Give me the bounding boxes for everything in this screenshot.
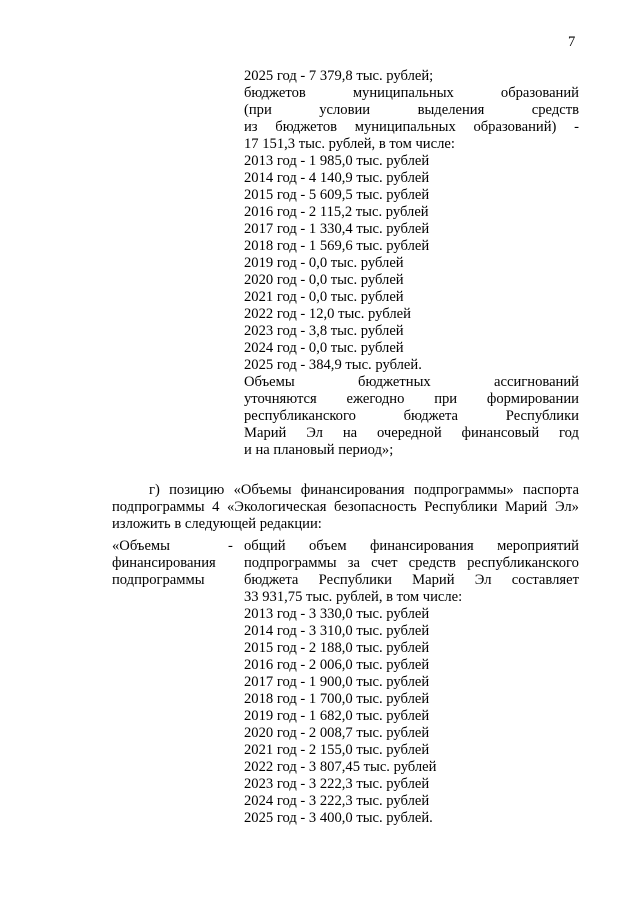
municipal-budgets-line	[244, 85, 579, 102]
word: муниципальных	[354, 119, 456, 135]
word: формировании	[486, 391, 579, 407]
word: образований)	[473, 119, 557, 135]
dash-text: -	[228, 538, 233, 554]
word: бюджета	[244, 572, 299, 588]
year-amount-line: 2019 год - 0,0 тыс. рублей	[244, 255, 404, 271]
word: за	[347, 555, 360, 571]
allocation-note-last-line: и на плановый период»;	[244, 442, 394, 458]
word: Республики	[424, 499, 498, 515]
word: счет	[371, 555, 398, 571]
word: условии	[319, 102, 371, 118]
year-amount-line: 2016 год - 2 115,2 тыс. рублей	[244, 204, 429, 220]
amendment-paragraph	[112, 482, 579, 533]
label-line-1: «Объемы	[112, 538, 170, 554]
label-line-2: финансирования	[112, 555, 216, 571]
justified-line	[244, 572, 579, 589]
word: «Объемы	[233, 482, 292, 498]
paragraph-line-2	[112, 499, 579, 516]
year-amount-line: 2025 год - 3 400,0 тыс. рублей.	[244, 810, 433, 826]
year-amount-line: 2021 год - 2 155,0 тыс. рублей	[244, 742, 430, 758]
from-budgets-line	[244, 119, 579, 136]
year-amount-line: 2023 год - 3,8 тыс. рублей	[244, 323, 404, 339]
word: Эл	[306, 425, 323, 441]
funding-years-list	[244, 606, 579, 827]
paragraph-line-1	[112, 482, 579, 499]
word: подпрограммы	[112, 499, 205, 515]
justified-line	[244, 538, 579, 555]
word: Марий	[244, 425, 287, 441]
word: бюджетов	[275, 119, 338, 135]
funding-description	[244, 538, 579, 589]
word: Эл»	[554, 499, 579, 515]
justified-line	[244, 408, 579, 425]
funding-section	[244, 538, 579, 827]
year-amount-line: 2015 год - 5 609,5 тыс. рублей	[244, 187, 430, 203]
year-amount-line: 2017 год - 1 900,0 тыс. рублей	[244, 674, 430, 690]
word: финансовый	[461, 425, 540, 441]
word: мероприятий	[497, 538, 579, 554]
paragraph-line-3: изложить в следующей редакции:	[112, 516, 322, 532]
justified-line	[244, 391, 579, 408]
word: Республики	[505, 408, 579, 424]
funding-section-continued	[244, 68, 579, 459]
year-amount-line: 2017 год - 1 330,4 тыс. рублей	[244, 221, 430, 237]
word: выделения	[417, 102, 485, 118]
word: республиканского	[467, 555, 579, 571]
justified-line	[244, 374, 579, 391]
word: Эл	[474, 572, 492, 588]
word: -	[574, 119, 579, 135]
year-amount-line: 2021 год - 0,0 тыс. рублей	[244, 289, 404, 305]
justified-line	[244, 425, 579, 442]
year-amount-line: 2024 год - 3 222,3 тыс. рублей	[244, 793, 430, 809]
word: общий	[244, 538, 286, 554]
word: на	[342, 425, 358, 441]
year-amount-line: 2023 год - 3 222,3 тыс. рублей	[244, 776, 430, 792]
word: Республики	[318, 572, 392, 588]
word: Марий	[505, 499, 548, 515]
word: уточняются	[244, 391, 317, 407]
word: Марий	[412, 572, 455, 588]
year-amount-line: 2018 год - 1 700,0 тыс. рублей	[244, 691, 430, 707]
allocation-note	[244, 374, 579, 442]
word: подпрограммы	[244, 555, 337, 571]
word: ассигнований	[494, 374, 579, 390]
word: из	[244, 119, 258, 135]
word: подпрограммы»	[413, 482, 514, 498]
word: средств	[408, 555, 456, 571]
word: год	[559, 425, 579, 441]
year-amount-line: 2014 год - 3 310,0 тыс. рублей	[244, 623, 430, 639]
page-number: 7	[568, 34, 576, 50]
word: образований	[500, 85, 579, 101]
word: финансирования	[369, 538, 474, 554]
year-amount-line: 2013 год - 1 985,0 тыс. рублей	[244, 153, 430, 169]
year-amount-line: 2024 год - 0,0 тыс. рублей	[244, 340, 404, 356]
year-amount-line: 2015 год - 2 188,0 тыс. рублей	[244, 640, 430, 656]
word: (при	[244, 102, 272, 118]
year-amount-line: 2018 год - 1 569,6 тыс. рублей	[244, 238, 430, 254]
year-amount-line: 2019 год - 1 682,0 тыс. рублей	[244, 708, 430, 724]
label-dash	[228, 538, 233, 555]
year-amount-line: 2013 год - 3 330,0 тыс. рублей	[244, 606, 430, 622]
year-amount-line: 2025 год - 384,9 тыс. рублей.	[244, 357, 422, 373]
word: объем	[308, 538, 347, 554]
year-2025-total-line: 2025 год - 7 379,8 тыс. рублей;	[244, 68, 434, 84]
word: бюджета	[403, 408, 459, 424]
word: средств	[531, 102, 579, 118]
year-amount-line: 2016 год - 2 006,0 тыс. рублей	[244, 657, 430, 673]
year-amount-line: 2022 год - 12,0 тыс. рублей	[244, 306, 411, 322]
word: ежегодно	[346, 391, 405, 407]
year-amount-line: 2022 год - 3 807,45 тыс. рублей	[244, 759, 437, 775]
word: при	[434, 391, 458, 407]
word: республиканского	[244, 408, 356, 424]
word: г)	[149, 482, 160, 498]
word: составляет	[511, 572, 579, 588]
municipal-years-list	[244, 153, 579, 374]
word: бюджетных	[358, 374, 431, 390]
label-line-3: подпрограммы	[112, 572, 205, 588]
word: Объемы	[244, 374, 295, 390]
word: безопасность	[334, 499, 417, 515]
word: паспорта	[522, 482, 579, 498]
word: бюджетов	[244, 85, 306, 101]
condition-line	[244, 102, 579, 119]
year-amount-line: 2020 год - 0,0 тыс. рублей	[244, 272, 404, 288]
word: очередной	[376, 425, 442, 441]
funding-label	[112, 538, 232, 589]
year-amount-line: 2020 год - 2 008,7 тыс. рублей	[244, 725, 430, 741]
word: финансирования	[300, 482, 405, 498]
word: позицию	[169, 482, 225, 498]
word: 4	[212, 499, 220, 515]
word: муниципальных	[352, 85, 454, 101]
municipal-total-line: 17 151,3 тыс. рублей, в том числе:	[244, 136, 455, 152]
funding-total-line: 33 931,75 тыс. рублей, в том числе:	[244, 589, 463, 605]
word: «Экологическая	[226, 499, 327, 515]
justified-line	[244, 555, 579, 572]
year-amount-line: 2014 год - 4 140,9 тыс. рублей	[244, 170, 430, 186]
